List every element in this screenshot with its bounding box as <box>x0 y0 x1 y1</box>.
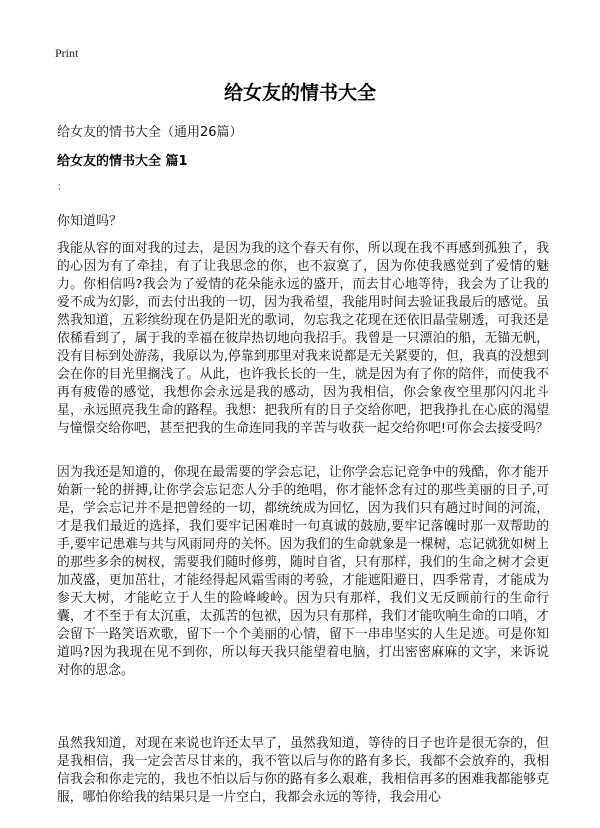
print-label: Print <box>55 46 79 60</box>
greeting-line: 你知道吗？ <box>57 214 123 229</box>
section-heading: 给女友的情书大全 篇1 <box>57 154 188 169</box>
paragraph-1: 我能从容的面对我的过去，是因为我的这个春天有你，所以现在我不再感到孤独了，我的心因为有了牵挂，有了让我思念的你，也不寂寞了，因为你使我感觉到了爱情的魅力。你相信吗?我会为了爱情的花朵能永远的盛开，而去甘心地等待，我会为了让我的爱不成为幻影，而去付出我的一切，因为我希望，我能用时间去验证我最后的感觉。虽然我知道，五彩缤纷现在仍是阳光的歌词，勿忘我之花现在还依旧晶莹剔透，可我还是依稀看到了，属于我的幸福在彼岸热切地向我招手。我曾是一只漂泊的船，无锚无帆，没有目标到处游荡，我原以为,停靠到那里对我来说都是无关紧要的，但，我真的没想到会在你的目光里搁浅了。从此，也许我长长的一生，就是因为有了你的陪伴，而使我不再有疲倦的感觉，我想你会永远是我的感动，因为我相信，你会象夜空里那闪闪北斗星，永远照亮我生命的路程。我想：把我所有的日子交给你吧，把我挣扎在心底的渴望与憧憬交给你吧，甚至把我的生命连同我的辛苦与收获一起交给你吧!可你会去接受吗？ <box>57 241 549 436</box>
bullet-mark: ： <box>57 182 67 193</box>
paragraph-3: 虽然我知道，对现在来说也许还太早了，虽然我知道，等待的日子也许是很无奈的，但是我相信，我一定会苦尽甘来的，我不管以后与你的路有多长，我都不会放弃的，我相信我会和你走完的，我也不怕以后与你的路有多么艰难，我相信再多的困难我都能够克服，哪怕你给我的结果只是一片空白，我都会永远的等待，我会用心 <box>57 736 549 805</box>
paragraph-2: 因为我还是知道的，你现在最需要的学会忘记，让你学会忘记竞争中的残酷，你才能开始新一轮的拼搏,让你学会忘记恋人分手的绝唱，你才能怀念有过的那些美丽的日子,可是，学会忘记并不是把曾经的一切，都统统成为回忆，因为我们只有趟过时间的河流，才是我们最近的选择，我们要牢记困难时一句真诚的鼓励,要牢记落魄时那一双帮助的手,要牢记患难与共与风雨同舟的关怀。因为我们的生命就象是一棵树，忘记就犹如树上的那些多余的树杈，需要我们随时修剪，随时自省，只有那样，我们的生命之树才会更加茂盛，更加茁壮，才能经得起风霜雪雨的考验，才能遮阳避日，四季常青，才能成为参天大树，才能屹立于人生的险峰峻岭。因为只有那样，我们义无反顾前行的生命行囊，才不至于有太沉重，太孤苦的包袱，因为只有那样，我们才能吹响生命的口哨，才会留下一路笑语欢歌，留下一个个美丽的心情，留下一串串坚实的人生足迹。可是你知道吗?因为我现在见不到你，所以每天我只能望着电脑，打出密密麻麻的文字，来诉说对你的思念。 <box>57 465 549 678</box>
page-title: 给女友的情书大全 <box>223 82 376 104</box>
document-subtitle: 给女友的情书大全（通用26篇） <box>57 125 243 140</box>
